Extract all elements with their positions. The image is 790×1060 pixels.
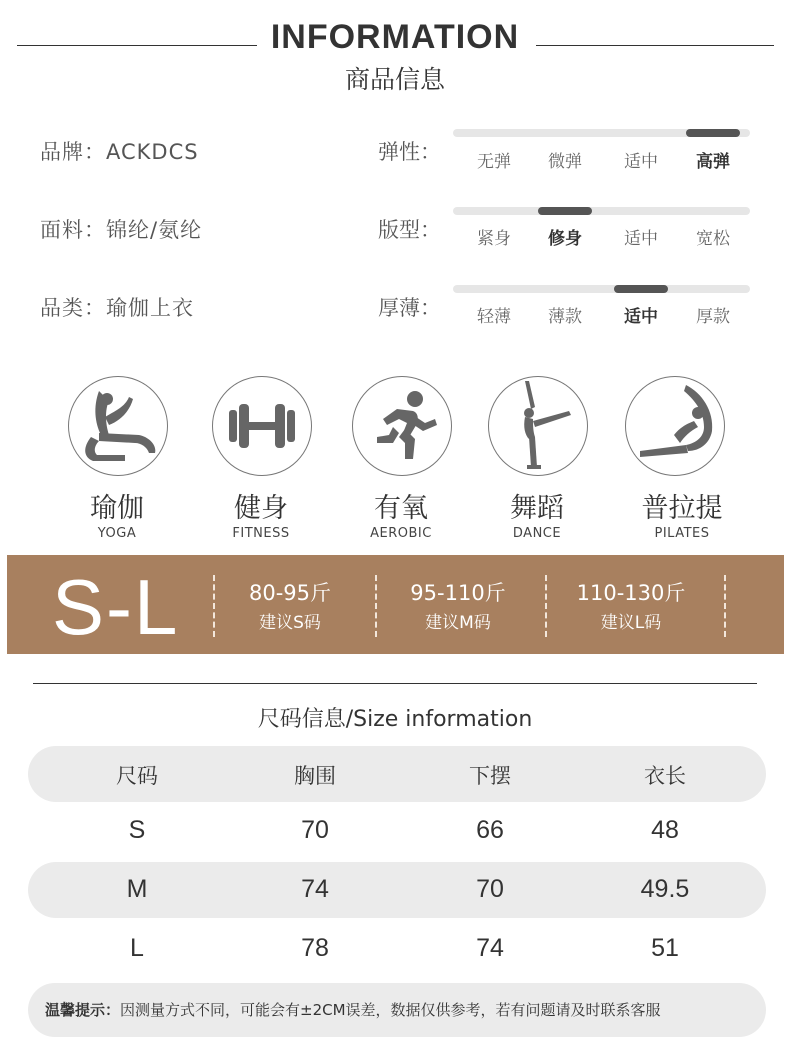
attribute-thumb (614, 285, 668, 293)
table-cell: S (128, 816, 146, 844)
attribute-option: 宽松 (696, 229, 730, 249)
attribute-option: 紧身 (477, 229, 511, 249)
table-header-cell: 衣长 (644, 764, 686, 788)
banner-divider (375, 575, 377, 637)
activity-sublabel-pilates: PILATES (654, 526, 710, 541)
size-suggestion-l: 建议L码 (600, 613, 662, 633)
attribute-option: 适中 (624, 152, 658, 172)
attribute-option: 高弹 (696, 152, 730, 172)
page-subtitle: 商品信息 (344, 65, 445, 94)
attribute-option: 无弹 (477, 152, 511, 172)
table-header-cell: 下摆 (469, 764, 511, 788)
page-title: INFORMATION (270, 18, 520, 56)
attribute-option: 适中 (624, 307, 658, 327)
activity-sublabel-aerobic: AEROBIC (370, 526, 432, 541)
weight-range-l: 110-130斤 (576, 581, 686, 605)
note-label: 温馨提示： (45, 1001, 121, 1019)
size-suggestion-s: 建议S码 (259, 613, 321, 633)
attribute-track (453, 129, 750, 137)
table-cell: 74 (301, 875, 329, 903)
attribute-option: 适中 (624, 229, 658, 249)
attribute-option: 微弹 (548, 152, 582, 172)
attribute-label: 弹性： (378, 140, 441, 164)
measurement-note (45, 999, 760, 1020)
table-header-cell: 胸围 (294, 764, 336, 788)
activity-label-dance: 舞蹈 (510, 493, 564, 524)
activity-sublabel-dance: DANCE (512, 526, 562, 541)
attribute-label: 版型： (378, 218, 441, 242)
attribute-thumb (538, 207, 592, 215)
weight-range-s: 80-95斤 (248, 581, 332, 605)
fabric-info: 面料：锦纶/氨纶 (40, 218, 203, 242)
table-cell: M (126, 875, 148, 903)
yoga-pose-icon (68, 376, 168, 476)
dumbbell-icon (212, 376, 312, 476)
activity-sublabel-yoga: YOGA (97, 526, 137, 541)
attribute-option: 厚款 (696, 307, 730, 327)
size-table-title: 尺码信息/Size information (257, 707, 533, 732)
size-suggestion-m: 建议M码 (425, 613, 491, 633)
activity-label-aerobic: 有氧 (374, 493, 428, 524)
activity-label-fitness: 健身 (234, 493, 288, 524)
table-cell: 78 (301, 934, 329, 962)
table-cell: 48 (651, 816, 679, 844)
table-cell: 49.5 (640, 875, 690, 903)
table-cell: 51 (651, 934, 679, 962)
attribute-thumb (686, 129, 740, 137)
brand-info: 品牌：ACKDCS (40, 140, 199, 164)
pilates-pose-icon (625, 376, 725, 476)
attribute-option: 薄款 (548, 307, 582, 327)
table-cell: 66 (476, 816, 504, 844)
dancer-icon (488, 376, 588, 476)
category-info: 品类：瑜伽上衣 (40, 296, 194, 320)
banner-divider (545, 575, 547, 637)
table-cell: 70 (476, 875, 504, 903)
section-divider (33, 683, 757, 684)
weight-range-m: 95-110斤 (410, 581, 506, 605)
activity-sublabel-fitness: FITNESS (232, 526, 290, 541)
attribute-track (453, 285, 750, 293)
attribute-label: 厚薄： (378, 296, 441, 320)
attribute-option: 轻薄 (477, 307, 511, 327)
attribute-option: 修身 (548, 229, 582, 249)
table-header-cell: 尺码 (116, 764, 158, 788)
table-cell: 70 (301, 816, 329, 844)
attribute-track (453, 207, 750, 215)
banner-divider (724, 575, 726, 637)
table-cell: L (130, 934, 144, 962)
activity-label-pilates: 普拉提 (641, 493, 723, 524)
table-cell: 74 (476, 934, 504, 962)
size-range-text: S-L (52, 563, 180, 651)
activity-label-yoga: 瑜伽 (90, 493, 144, 524)
note-text: 因测量方式不同，可能会有±2CM误差，数据仅供参考，若有问题请及时联系客服 (120, 1001, 661, 1019)
runner-icon (352, 376, 452, 476)
